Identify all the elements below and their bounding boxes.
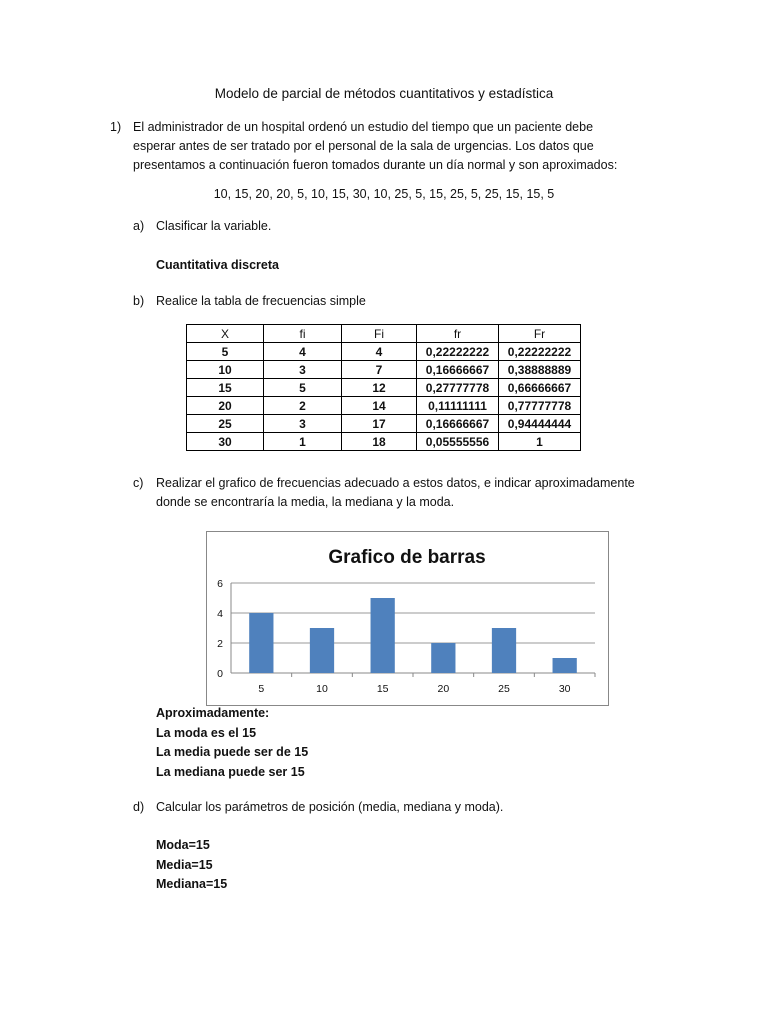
x-tick-label: 30 <box>558 683 571 695</box>
table-cell: 0,22222222 <box>417 343 499 361</box>
part-a-text: Clasificar la variable. <box>156 219 272 233</box>
table-cell: 10 <box>187 361 264 379</box>
part-a-label: a) <box>133 219 145 233</box>
bar <box>431 643 455 673</box>
table-cell: 0,05555556 <box>417 433 499 451</box>
table-cell: 4 <box>264 343 342 361</box>
part-c-line: donde se encontraría la media, la mediana y la moda. <box>156 495 455 509</box>
table-row <box>187 343 581 361</box>
data-series: 10, 15, 20, 20, 5, 10, 15, 30, 10, 25, 5, 15, 25, 5, 25, 15, 15, 5 <box>213 187 555 201</box>
table-row <box>187 397 581 415</box>
table-cell: 0,27777778 <box>417 379 499 397</box>
y-tick-label: 0 <box>217 668 223 680</box>
bar-chart-svg <box>207 532 608 705</box>
y-tick-label: 2 <box>217 638 223 650</box>
table-cell: 1 <box>264 433 342 451</box>
bar <box>310 628 334 673</box>
table-cell: 4 <box>342 343 417 361</box>
table-row <box>187 379 581 397</box>
question-line: esperar antes de ser tratado por el personal de la sala de urgencias. Los datos que <box>133 139 594 153</box>
table-cell: 0,38888889 <box>499 361 581 379</box>
answer-line: Mediana=15 <box>156 877 228 891</box>
table-cell: 0,16666667 <box>417 415 499 433</box>
question-number: 1) <box>110 120 122 134</box>
answer-line: Moda=15 <box>156 838 210 852</box>
table-header-cell: Fi <box>342 325 417 343</box>
table-cell: 0,11111111 <box>417 397 499 415</box>
table-cell: 3 <box>264 361 342 379</box>
table-cell: 30 <box>187 433 264 451</box>
table-cell: 18 <box>342 433 417 451</box>
table-cell: 3 <box>264 415 342 433</box>
part-b-label: b) <box>133 294 145 308</box>
bar <box>249 613 273 673</box>
table-cell: 14 <box>342 397 417 415</box>
bar <box>553 658 577 673</box>
table-row <box>187 415 581 433</box>
answer-line: La mediana puede ser 15 <box>156 764 305 779</box>
table-header-cell: Fr <box>499 325 581 343</box>
table-header-cell: X <box>187 325 264 343</box>
table-row <box>187 433 581 451</box>
table-header-cell: fi <box>264 325 342 343</box>
bar <box>371 598 395 673</box>
part-d-label: d) <box>133 800 145 814</box>
answer-line: La media puede ser de 15 <box>156 745 309 759</box>
bar-chart <box>206 531 609 706</box>
part-d-answer <box>156 836 227 895</box>
question-text <box>133 118 653 175</box>
table-cell: 15 <box>187 379 264 397</box>
chart-title: Grafico de barras <box>328 547 486 568</box>
table-cell: 0,22222222 <box>499 343 581 361</box>
table-cell: 2 <box>264 397 342 415</box>
table-cell: 17 <box>342 415 417 433</box>
part-c-line: Realizar el grafico de frecuencias adecuado a estos datos, e indicar aproximadamente <box>156 476 635 490</box>
answer-line: La moda es el 15 <box>156 725 257 740</box>
table-cell: 20 <box>187 397 264 415</box>
table-cell: 0,16666667 <box>417 361 499 379</box>
x-tick-label: 15 <box>376 683 389 695</box>
question-line: El administrador de un hospital ordenó un estudio del tiempo que un paciente debe <box>133 120 594 134</box>
x-tick-label: 25 <box>498 683 510 695</box>
question-line: presentamos a continuación fueron tomados durante un día normal y son aproximados: <box>133 158 618 172</box>
part-c-label: c) <box>133 476 144 490</box>
table-header-row <box>187 325 581 343</box>
x-tick-label: 20 <box>437 683 450 695</box>
answer-line: Media=15 <box>156 857 213 872</box>
part-c-answer <box>156 704 308 782</box>
part-a-answer: Cuantitativa discreta <box>156 258 279 272</box>
table-cell: 0,66666667 <box>499 379 581 397</box>
table-header-cell: fr <box>417 325 499 343</box>
table-cell: 5 <box>187 343 264 361</box>
x-tick-label: 5 <box>258 683 265 695</box>
answer-line: Aproximadamente: <box>156 706 270 720</box>
page-title: Modelo de parcial de métodos cuantitativos y estadística <box>214 86 554 101</box>
part-d-text: Calcular los parámetros de posición (media, mediana y moda). <box>156 800 504 814</box>
table-cell: 25 <box>187 415 264 433</box>
y-tick-label: 6 <box>217 578 223 590</box>
table-cell: 7 <box>342 361 417 379</box>
table-row <box>187 361 581 379</box>
bar <box>492 628 516 673</box>
table-cell: 12 <box>342 379 417 397</box>
table-cell: 1 <box>499 433 581 451</box>
part-b-text: Realice la tabla de frecuencias simple <box>156 294 366 308</box>
x-tick-label: 10 <box>316 683 328 695</box>
frequency-table <box>186 324 581 451</box>
table-cell: 0,94444444 <box>499 415 581 433</box>
table-cell: 0,77777778 <box>499 397 581 415</box>
table-cell: 5 <box>264 379 342 397</box>
y-tick-label: 4 <box>217 608 223 620</box>
